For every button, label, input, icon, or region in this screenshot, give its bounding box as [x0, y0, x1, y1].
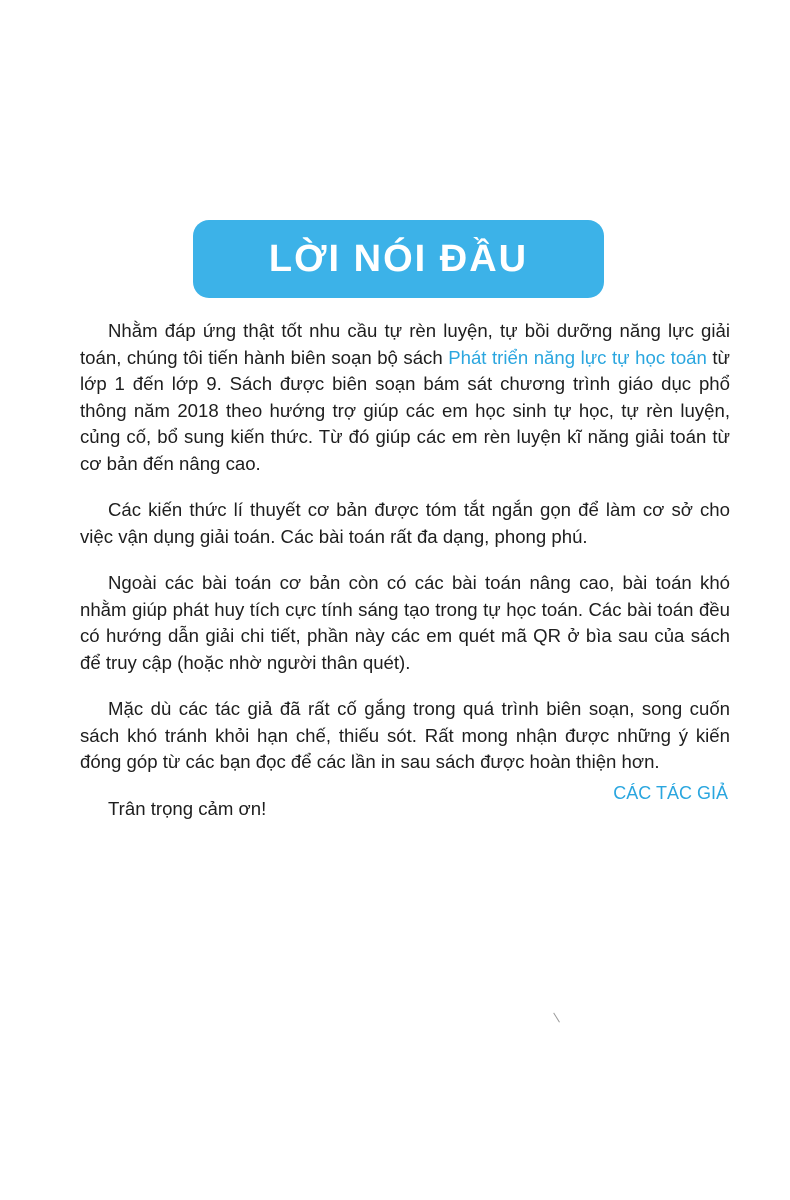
paragraph-3: Ngoài các bài toán cơ bản còn có các bài toán nâng cao, bài toán khó nhằm giúp phát huy tích cực tính sáng tạo trong tự học toán. Các bài toán đều có hướng dẫn giải chi tiết, phần này các em quét mã QR ở bìa sau của sách để truy cập (hoặc nhờ người thân quét). — [80, 572, 730, 673]
paragraph-4: Mặc dù các tác giả đã rất cố gắng trong quá trình biên soạn, song cuốn sách khó tránh khỏi hạn chế, thiếu sót. Rất mong nhận được những ý kiến đóng góp từ các bạn đọc để các lần in sau sách được hoàn thiện hơn. — [80, 698, 730, 772]
title-banner — [193, 220, 604, 298]
paragraph-2: Các kiến thức lí thuyết cơ bản được tóm tắt ngắn gọn để làm cơ sở cho việc vận dụng giải toán. Các bài toán rất đa dạng, phong phú. — [80, 499, 730, 547]
series-title-highlight: Phát triển năng lực tự học toán — [448, 346, 707, 368]
paragraph-1 — [80, 318, 730, 477]
paragraph-1-text: Nhằm đáp ứng thật tốt nhu cầu tự rèn luyện, tự bồi dưỡng năng lực giải toán, chúng tôi tiến hành biên soạn bộ sách — [80, 320, 730, 368]
preface-body — [80, 318, 730, 842]
paragraph-1-text-continued: từ lớp 1 đến lớp 9. Sách được biên soạn bám sát chương trình giáo dục phổ thông năm 2018 theo hướng trợ giúp các em học sinh tự học, tự rèn luyện, củng cố, bổ sung kiến thức. Từ đó giúp các em rèn luyện kĩ năng giải toán từ cơ bản đến nâng cao. — [80, 346, 731, 474]
page-title: LỜI NÓI ĐẦU — [268, 237, 529, 280]
authors-signature: CÁC TÁC GIẢ — [613, 783, 728, 803]
print-mark — [553, 1013, 560, 1023]
closing-line: Trân trọng cảm ơn! — [108, 797, 267, 819]
